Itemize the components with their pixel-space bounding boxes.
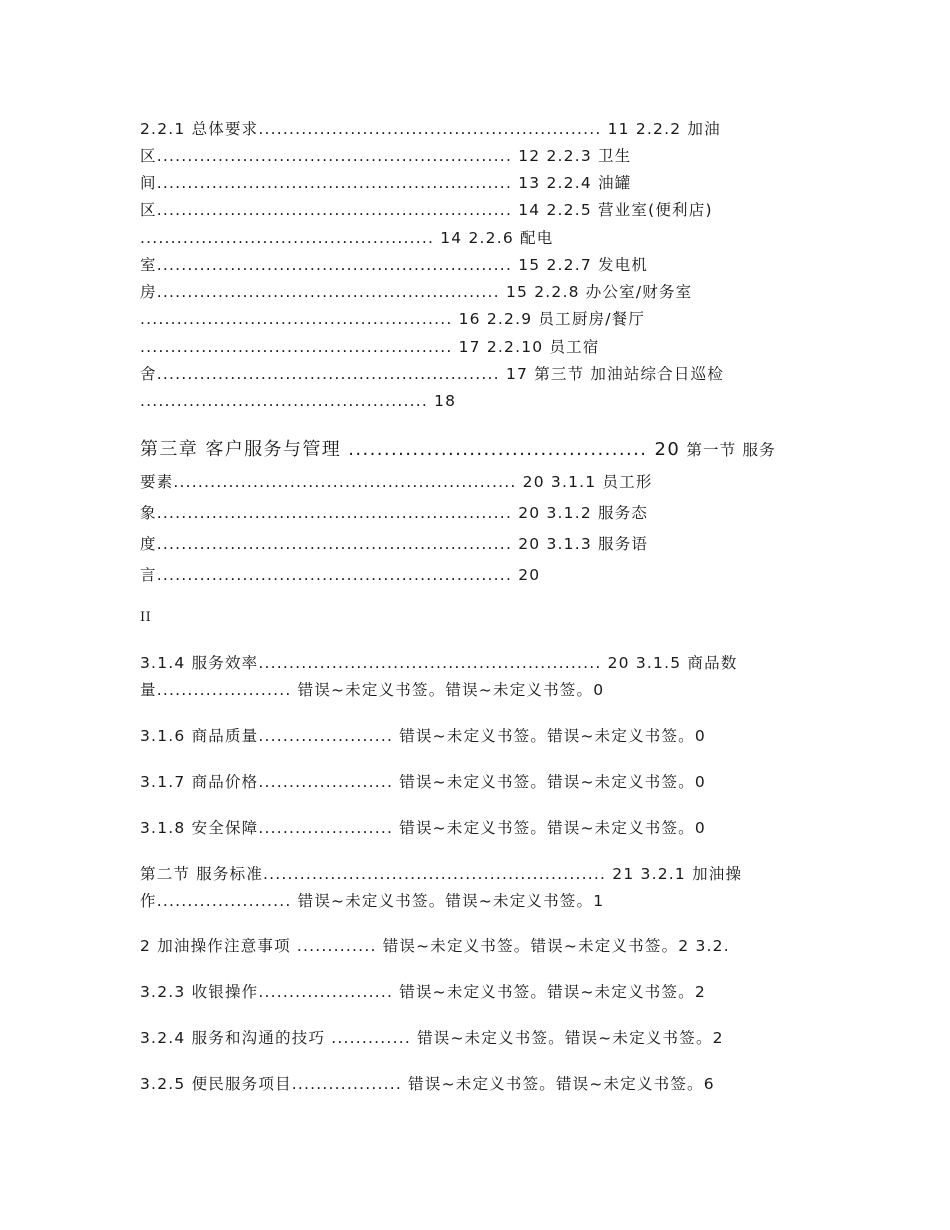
toc-line: 区.......................................................... 14 2.2.5 营业室(便利店) bbox=[140, 201, 713, 219]
toc-line: ................................................... 17 2.2.10 员工宿 bbox=[140, 338, 600, 356]
toc-line: ................................................ 14 2.2.6 配电 bbox=[140, 229, 554, 247]
toc-line: 房........................................................ 15 2.2.8 办公室/财务室 bbox=[140, 283, 693, 301]
toc-line: 3.1.4 服务效率........................................................ 20 3.1.5 商品数 bbox=[140, 654, 738, 672]
toc-line: 3.2.3 收银操作...................... 错误~未定义书签。错误~未定义书签。2 bbox=[140, 983, 706, 1001]
toc-chapter-line bbox=[140, 440, 776, 460]
toc-line: 3.1.7 商品价格...................... 错误~未定义书签。错误~未定义书签。0 bbox=[140, 773, 706, 791]
toc-line: 3.1.8 安全保障...................... 错误~未定义书签。错误~未定义书签。0 bbox=[140, 819, 706, 837]
toc-line: 量...................... 错误~未定义书签。错误~未定义书签。0 bbox=[140, 681, 605, 699]
chapter-tail: 第一节 服务 bbox=[680, 441, 776, 459]
toc-line: 作...................... 错误~未定义书签。错误~未定义书签。1 bbox=[140, 892, 605, 910]
toc-line: 象.......................................................... 20 3.1.2 服务态 bbox=[140, 504, 649, 522]
toc-line: 度.......................................................... 20 3.1.3 服务语 bbox=[140, 535, 649, 553]
toc-line: 要素........................................................ 20 3.1.1 员工形 bbox=[140, 473, 653, 491]
page-number: II bbox=[140, 610, 152, 625]
toc-line: 3.2.4 服务和沟通的技巧 ............. 错误~未定义书签。错误~未定义书签。2 bbox=[140, 1029, 724, 1047]
toc-line: ............................................... 18 bbox=[140, 392, 457, 410]
toc-line: 言.......................................................... 20 bbox=[140, 566, 541, 584]
toc-line: ................................................... 16 2.2.9 员工厨房/餐厅 bbox=[140, 310, 646, 328]
toc-line: 间.......................................................... 13 2.2.4 油罐 bbox=[140, 174, 632, 192]
toc-line: 第二节 服务标准........................................................ 21 3.2.1 加油操 bbox=[140, 865, 743, 883]
chapter-title: 第三章 客户服务与管理 .......................................... 20 bbox=[140, 439, 681, 460]
toc-line: 3.2.5 便民服务项目.................. 错误~未定义书签。错误~未定义书签。6 bbox=[140, 1075, 715, 1093]
toc-line: 2 加油操作注意事项 ............. 错误~未定义书签。错误~未定义书签。2 3.2. bbox=[140, 937, 730, 955]
toc-line: 舍........................................................ 17 第三节 加油站综合日巡检 bbox=[140, 365, 725, 383]
toc-line: 2.2.1 总体要求........................................................ 11 2.2.2 加油 bbox=[140, 120, 721, 138]
toc-line: 室.......................................................... 15 2.2.7 发电机 bbox=[140, 256, 649, 274]
toc-line: 区.......................................................... 12 2.2.3 卫生 bbox=[140, 147, 632, 165]
toc-line: 3.1.6 商品质量...................... 错误~未定义书签。错误~未定义书签。0 bbox=[140, 727, 706, 745]
